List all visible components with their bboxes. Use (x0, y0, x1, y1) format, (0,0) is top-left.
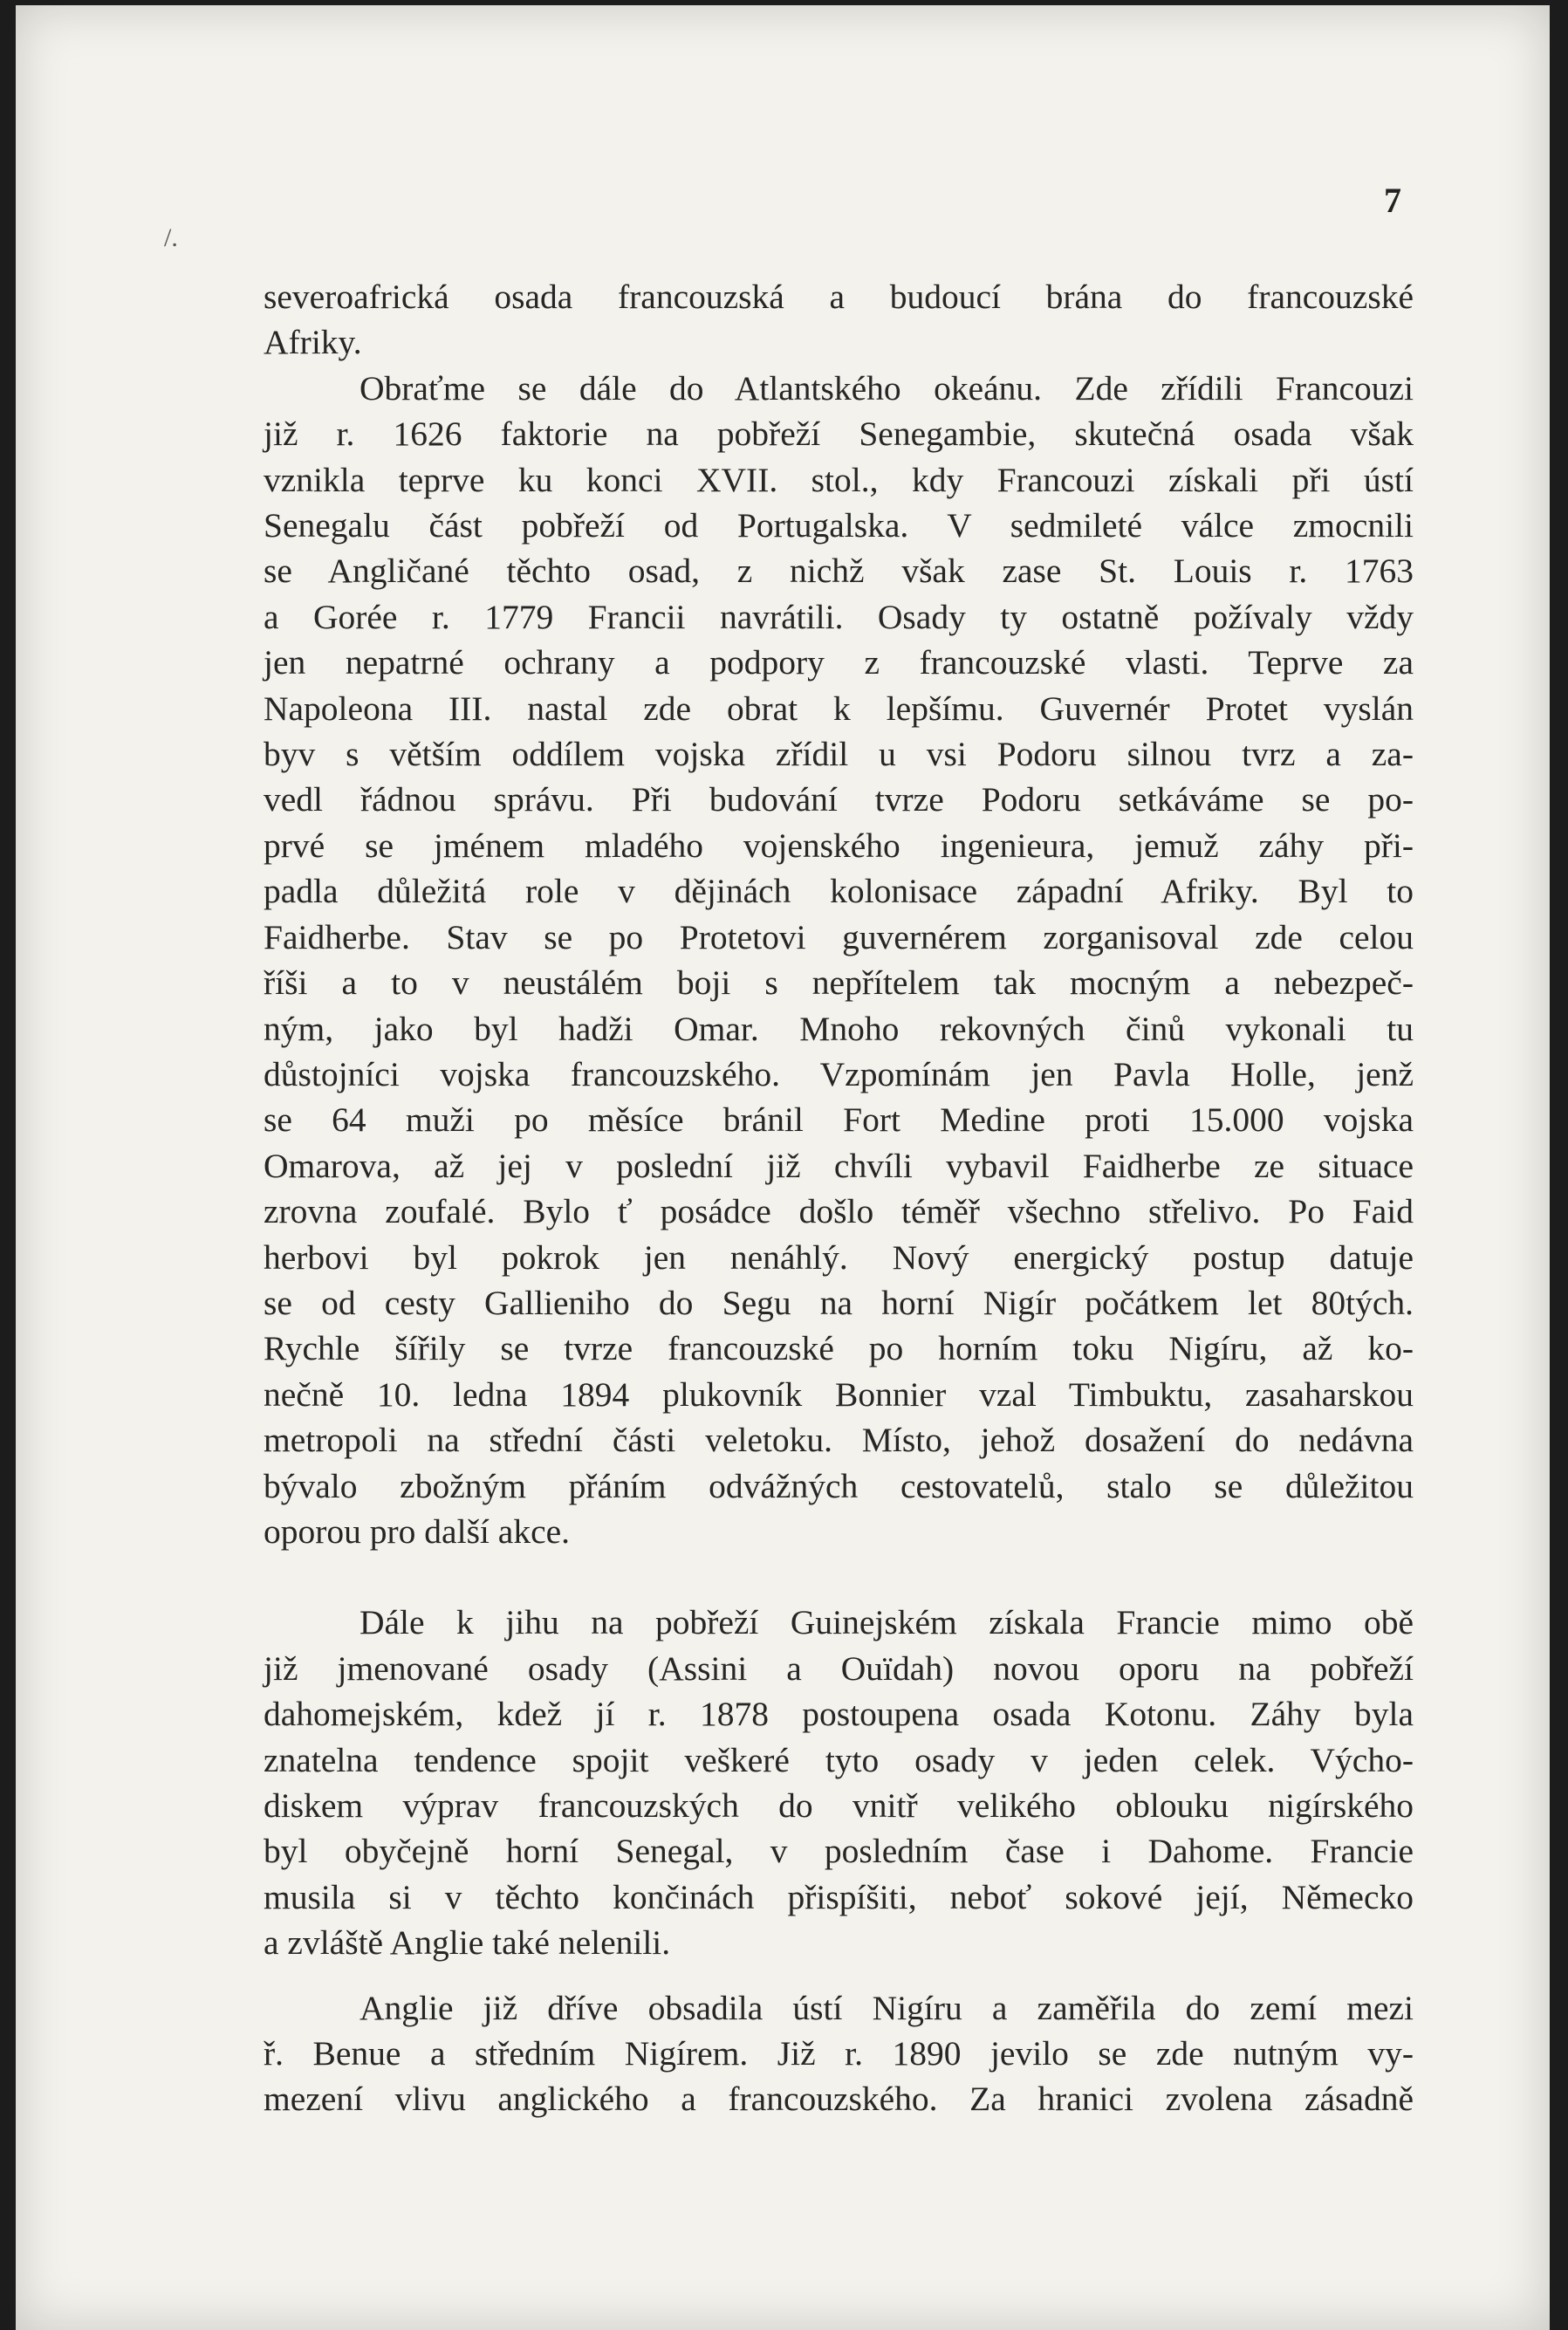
text-line: znatelna tendence spojit veškeré tyto osady v jeden celek. Výcho- (264, 1740, 1414, 1779)
paragraph-1 (264, 274, 1414, 366)
text-line: ným, jako byl hadži Omar. Mnoho rekovných činů vykonali tu (264, 1009, 1414, 1048)
text-line: byl obyčejně horní Senegal, v posledním čase i Dahome. Francie (264, 1832, 1414, 1871)
text-line: již jmenované osady (Assini a Ouïdah) novou oporu na pobřeží (264, 1648, 1414, 1688)
text-line: Napoleona III. nastal zde obrat k lepšímu. Guvernér Protet vyslán (264, 689, 1414, 728)
text-line: již r. 1626 faktorie na pobřeží Senegambie, skutečná osada však (264, 415, 1414, 454)
text-line: oporou pro další akce. (264, 1511, 571, 1551)
text-line: padla důležitá role v dějinách kolonisace západní Afriky. Byl to (264, 872, 1414, 911)
text-line: nečně 10. ledna 1894 plukovník Bonnier vzal Timbuktu, zasaharskou (264, 1374, 1414, 1414)
text-line: bývalo zbožným přáním odvážných cestovatelů, stalo se důležitou (264, 1466, 1414, 1505)
text-line: prvé se jménem mladého vojenského ingenieura, jemuž záhy při- (264, 826, 1414, 865)
text-line: musila si v těchto končinách přispíšiti, neboť sokové její, Německo (264, 1877, 1414, 1916)
text-line: se od cesty Gallieniho do Segu na horní Nigír počátkem let 80tých. (264, 1283, 1414, 1322)
text-line: zrovna zoufalé. Bylo ť posádce došlo téměř všechno střelivo. Po Faid (264, 1192, 1414, 1231)
text-line: mezení vlivu anglického a francouzského. Za hranici zvolena zásadně (264, 2080, 1414, 2119)
text-line: herbovi byl pokrok jen nenáhlý. Nový energický postup datuje (264, 1237, 1414, 1277)
paragraph-spacer (264, 1966, 1414, 1985)
text-line: říši a to v neustálém boji s nepřítelem tak mocným a nebezpeč- (264, 963, 1414, 1003)
body-text (264, 274, 1414, 2122)
text-line: Dále k jihu na pobřeží Guinejském získala Francie mimo obě (359, 1603, 1414, 1642)
text-line: Senegalu část pobřeží od Portugalska. V sedmileté válce zmocnili (264, 506, 1414, 545)
paragraph-3 (264, 1600, 1414, 1965)
text-line: důstojníci vojska francouzského. Vzpomínám jen Pavla Holle, jenž (264, 1054, 1414, 1093)
text-line: Obraťme se dále do Atlantského okeánu. Zde zřídili Francouzi (359, 368, 1414, 408)
text-line: dahomejském, kdež jí r. 1878 postoupena osada Kotonu. Záhy byla (264, 1695, 1414, 1734)
text-line: Rychle šířily se tvrze francouzské po horním toku Nigíru, až ko- (264, 1329, 1414, 1368)
paragraph-spacer (264, 1554, 1414, 1600)
book-page (16, 5, 1550, 2330)
page-number: 7 (1384, 181, 1401, 220)
text-line: vznikla teprve ku konci XVII. stol., kdy Francouzi získali při ústí (264, 460, 1414, 499)
text-line: ř. Benue a středním Nigírem. Již r. 1890 jevilo se zde nutným vy- (264, 2034, 1414, 2073)
text-line: byv s větším oddílem vojska zřídil u vsi Podoru silnou tvrz a za- (264, 735, 1414, 774)
text-line: se 64 muži po měsíce bránil Fort Medine proti 15.000 vojska (264, 1100, 1414, 1140)
margin-pencil-mark: /. (164, 223, 178, 252)
text-line: Anglie již dříve obsadila ústí Nigíru a zaměřila do zemí mezi (359, 1988, 1414, 2027)
text-line: severoafrická osada francouzská a budoucí brána do francouzské (264, 278, 1414, 316)
text-line: Afriky. (264, 323, 362, 362)
text-line: jen nepatrné ochrany a podpory z francouzské vlasti. Teprve za (264, 643, 1414, 682)
text-line: metropoli na střední části veletoku. Místo, jehož dosažení do nedávna (264, 1421, 1414, 1460)
text-line: se Angličané těchto osad, z nichž však zase St. Louis r. 1763 (264, 552, 1414, 591)
text-line: a zvláště Anglie také nelenili. (264, 1923, 671, 1963)
text-line: vedl řádnou správu. Při budování tvrze Podoru setkáváme se po- (264, 780, 1414, 819)
text-line: Omarova, až jej v poslední již chvíli vybavil Faidherbe ze situace (264, 1146, 1414, 1185)
text-line: a Gorée r. 1779 Francii navrátili. Osady ty ostatně požívaly vždy (264, 597, 1414, 636)
paragraph-2 (264, 366, 1414, 1555)
text-line: diskem výprav francouzských do vnitř velikého oblouku nigírského (264, 1786, 1414, 1825)
paragraph-4 (264, 1985, 1414, 2122)
text-line: Faidherbe. Stav se po Protetovi guvernérem zorganisoval zde celou (264, 917, 1414, 956)
